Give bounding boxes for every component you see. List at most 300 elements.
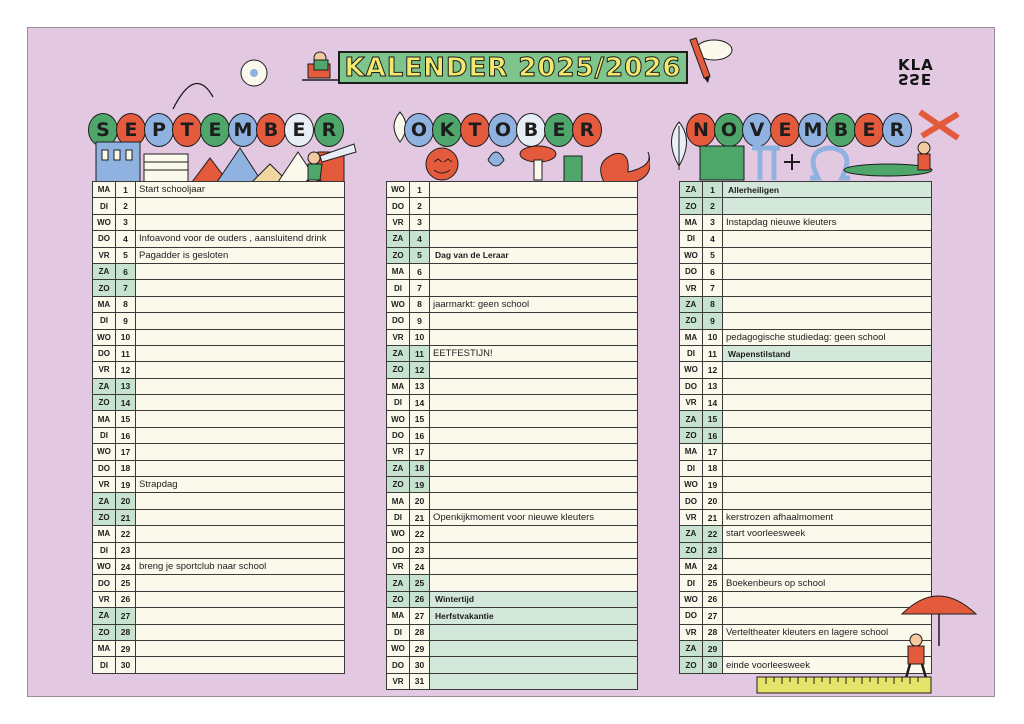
event-cell xyxy=(430,231,638,247)
event-cell: Pagadder is gesloten xyxy=(136,247,345,263)
day-row xyxy=(680,247,932,263)
event-cell xyxy=(430,378,638,394)
month-letter: O xyxy=(488,113,518,147)
event-cell xyxy=(723,493,932,509)
weekday-cell: ZO xyxy=(387,591,410,607)
day-number-cell: 11 xyxy=(703,345,723,361)
event-cell xyxy=(430,427,638,443)
day-number-cell: 13 xyxy=(410,378,430,394)
day-row xyxy=(680,395,932,411)
weekday-cell: DO xyxy=(680,608,703,624)
day-row xyxy=(680,280,932,296)
day-number-cell: 12 xyxy=(703,362,723,378)
day-number-cell: 21 xyxy=(703,509,723,525)
weekday-cell: ZO xyxy=(680,542,703,558)
day-row xyxy=(387,526,638,542)
weekday-cell: DO xyxy=(680,263,703,279)
day-number-cell: 15 xyxy=(116,411,136,427)
month-letter: E xyxy=(200,113,230,147)
day-row xyxy=(387,411,638,427)
weekday-cell: ZA xyxy=(387,231,410,247)
day-row xyxy=(680,477,932,493)
weekday-cell: DO xyxy=(387,427,410,443)
weekday-cell: ZO xyxy=(680,657,703,673)
event-cell xyxy=(723,444,932,460)
weekday-cell: DI xyxy=(680,231,703,247)
weekday-cell: MA xyxy=(387,378,410,394)
klasse-logo xyxy=(898,58,932,86)
event-cell xyxy=(723,427,932,443)
day-row xyxy=(387,493,638,509)
day-row xyxy=(387,477,638,493)
day-number-cell: 8 xyxy=(410,296,430,312)
event-cell xyxy=(136,280,345,296)
day-row xyxy=(680,657,932,673)
event-cell xyxy=(723,198,932,214)
day-row xyxy=(680,378,932,394)
month-letter: K xyxy=(432,113,462,147)
event-cell: start voorleesweek xyxy=(723,526,932,542)
day-row xyxy=(387,444,638,460)
day-row xyxy=(680,214,932,230)
weekday-cell: VR xyxy=(93,362,116,378)
day-row xyxy=(387,296,638,312)
day-row xyxy=(680,444,932,460)
weekday-cell: MA xyxy=(93,296,116,312)
day-number-cell: 9 xyxy=(410,313,430,329)
day-row xyxy=(387,608,638,624)
day-row xyxy=(387,575,638,591)
day-row xyxy=(93,378,345,394)
event-cell xyxy=(723,411,932,427)
day-row xyxy=(93,657,345,673)
day-row xyxy=(93,427,345,443)
day-number-cell: 28 xyxy=(703,624,723,640)
event-cell xyxy=(723,231,932,247)
day-number-cell: 23 xyxy=(703,542,723,558)
weekday-cell: DI xyxy=(93,427,116,443)
event-cell xyxy=(723,296,932,312)
weekday-cell: ZA xyxy=(680,640,703,656)
november-table xyxy=(679,181,932,674)
weekday-cell: DO xyxy=(387,542,410,558)
event-cell xyxy=(136,362,345,378)
day-row xyxy=(93,509,345,525)
event-cell xyxy=(430,657,638,673)
day-number-cell: 15 xyxy=(703,411,723,427)
day-number-cell: 30 xyxy=(410,657,430,673)
event-cell xyxy=(136,345,345,361)
day-row xyxy=(93,493,345,509)
event-cell xyxy=(723,558,932,574)
event-cell xyxy=(430,460,638,476)
day-row xyxy=(93,591,345,607)
weekday-cell: WO xyxy=(93,329,116,345)
day-number-cell: 16 xyxy=(410,427,430,443)
weekday-cell: DO xyxy=(680,493,703,509)
day-row xyxy=(680,263,932,279)
weekday-cell: ZO xyxy=(93,624,116,640)
day-number-cell: 14 xyxy=(410,395,430,411)
day-row xyxy=(680,640,932,656)
weekday-cell: ZA xyxy=(680,526,703,542)
page-title: KALENDER 2025/2026 xyxy=(344,52,682,83)
weekday-cell: MA xyxy=(93,526,116,542)
day-row xyxy=(93,608,345,624)
weekday-cell: MA xyxy=(387,493,410,509)
weekday-cell: DI xyxy=(387,624,410,640)
day-row xyxy=(680,575,932,591)
weekday-cell: DI xyxy=(93,657,116,673)
day-row xyxy=(93,280,345,296)
weekday-cell: ZA xyxy=(387,460,410,476)
weekday-cell: WO xyxy=(680,477,703,493)
weekday-cell: VR xyxy=(387,673,410,689)
weekday-cell: VR xyxy=(387,444,410,460)
event-cell xyxy=(430,411,638,427)
month-letter: E xyxy=(770,113,800,147)
day-row xyxy=(93,313,345,329)
event-cell xyxy=(430,313,638,329)
day-number-cell: 16 xyxy=(703,427,723,443)
math-symbols-icon xyxy=(692,104,962,184)
weekday-cell: WO xyxy=(387,526,410,542)
day-number-cell: 29 xyxy=(410,640,430,656)
event-cell: Start schooljaar xyxy=(136,182,345,198)
day-row xyxy=(680,231,932,247)
weekday-cell: DO xyxy=(387,198,410,214)
weekday-cell: VR xyxy=(93,477,116,493)
day-number-cell: 17 xyxy=(410,444,430,460)
day-row xyxy=(93,558,345,574)
event-cell: Strapdag xyxy=(136,477,345,493)
event-cell xyxy=(136,657,345,673)
weekday-cell: VR xyxy=(93,591,116,607)
day-number-cell: 30 xyxy=(116,657,136,673)
day-number-cell: 7 xyxy=(703,280,723,296)
event-cell xyxy=(430,575,638,591)
september-table xyxy=(92,181,345,674)
weekday-cell: ZO xyxy=(680,313,703,329)
day-row xyxy=(387,263,638,279)
day-number-cell: 20 xyxy=(410,493,430,509)
day-number-cell: 20 xyxy=(116,493,136,509)
weekday-cell: ZO xyxy=(93,509,116,525)
day-number-cell: 4 xyxy=(703,231,723,247)
event-cell xyxy=(430,673,638,689)
event-cell xyxy=(723,247,932,263)
day-row xyxy=(680,329,932,345)
logo-line-1: KLA xyxy=(898,56,934,74)
day-row xyxy=(387,427,638,443)
weekday-cell: DI xyxy=(387,395,410,411)
event-cell xyxy=(136,313,345,329)
day-number-cell: 27 xyxy=(703,608,723,624)
logo-line-2: SSE xyxy=(898,70,933,88)
event-cell xyxy=(723,263,932,279)
weekday-cell: DI xyxy=(93,542,116,558)
weekday-cell: DI xyxy=(93,313,116,329)
day-number-cell: 26 xyxy=(703,591,723,607)
weekday-cell: VR xyxy=(680,395,703,411)
day-row xyxy=(387,247,638,263)
event-cell xyxy=(430,395,638,411)
event-cell xyxy=(430,263,638,279)
day-number-cell: 29 xyxy=(116,640,136,656)
day-number-cell: 6 xyxy=(116,263,136,279)
weekday-cell: DO xyxy=(680,378,703,394)
event-cell xyxy=(430,640,638,656)
day-number-cell: 22 xyxy=(410,526,430,542)
day-number-cell: 22 xyxy=(703,526,723,542)
day-row xyxy=(387,591,638,607)
day-row xyxy=(680,558,932,574)
weekday-cell: ZA xyxy=(93,263,116,279)
day-number-cell: 21 xyxy=(116,509,136,525)
weekday-cell: MA xyxy=(387,608,410,624)
day-row xyxy=(680,624,932,640)
month-letter: R xyxy=(572,113,602,147)
weekday-cell: WO xyxy=(680,362,703,378)
day-number-cell: 26 xyxy=(116,591,136,607)
day-number-cell: 26 xyxy=(410,591,430,607)
event-cell xyxy=(430,182,638,198)
event-cell xyxy=(430,362,638,378)
day-number-cell: 9 xyxy=(703,313,723,329)
event-cell: Herfstvakantie xyxy=(430,608,638,624)
day-number-cell: 9 xyxy=(116,313,136,329)
weekday-cell: ZA xyxy=(93,493,116,509)
event-cell xyxy=(136,591,345,607)
event-cell: Instapdag nieuwe kleuters xyxy=(723,214,932,230)
day-number-cell: 27 xyxy=(116,608,136,624)
day-row xyxy=(93,362,345,378)
event-cell xyxy=(723,542,932,558)
weekday-cell: WO xyxy=(387,411,410,427)
weekday-cell: DI xyxy=(387,509,410,525)
weekday-cell: DO xyxy=(387,313,410,329)
day-number-cell: 10 xyxy=(116,329,136,345)
weekday-cell: ZA xyxy=(387,345,410,361)
day-number-cell: 27 xyxy=(410,608,430,624)
event-cell: breng je sportclub naar school xyxy=(136,558,345,574)
event-cell xyxy=(136,493,345,509)
event-cell: Verteltheater kleuters en lagere school xyxy=(723,624,932,640)
day-number-cell: 31 xyxy=(410,673,430,689)
event-cell xyxy=(430,329,638,345)
month-letter: V xyxy=(742,113,772,147)
day-number-cell: 30 xyxy=(703,657,723,673)
day-number-cell: 10 xyxy=(410,329,430,345)
event-cell xyxy=(430,624,638,640)
weekday-cell: DO xyxy=(93,460,116,476)
day-row xyxy=(93,247,345,263)
day-number-cell: 29 xyxy=(703,640,723,656)
day-row xyxy=(387,558,638,574)
day-row xyxy=(680,198,932,214)
day-row xyxy=(93,575,345,591)
day-number-cell: 17 xyxy=(116,444,136,460)
event-cell xyxy=(430,493,638,509)
event-cell xyxy=(136,395,345,411)
day-number-cell: 28 xyxy=(116,624,136,640)
event-cell xyxy=(723,362,932,378)
event-cell xyxy=(136,329,345,345)
day-number-cell: 25 xyxy=(116,575,136,591)
event-cell xyxy=(136,526,345,542)
day-number-cell: 7 xyxy=(410,280,430,296)
day-number-cell: 2 xyxy=(703,198,723,214)
day-row xyxy=(680,313,932,329)
event-cell xyxy=(430,214,638,230)
weekday-cell: ZA xyxy=(680,411,703,427)
day-row xyxy=(680,427,932,443)
event-cell xyxy=(430,198,638,214)
day-row xyxy=(93,198,345,214)
weekday-cell: WO xyxy=(680,591,703,607)
day-row xyxy=(93,182,345,198)
weekday-cell: ZO xyxy=(680,427,703,443)
day-row xyxy=(680,608,932,624)
day-number-cell: 23 xyxy=(116,542,136,558)
event-cell xyxy=(136,624,345,640)
event-cell: Openkijkmoment voor nieuwe kleuters xyxy=(430,509,638,525)
event-cell: einde voorleesweek xyxy=(723,657,932,673)
reading-figure-icon xyxy=(300,46,340,86)
day-row xyxy=(93,296,345,312)
event-cell xyxy=(430,558,638,574)
weekday-cell: MA xyxy=(93,640,116,656)
day-number-cell: 6 xyxy=(703,263,723,279)
oktober-table xyxy=(386,181,638,690)
day-row xyxy=(680,345,932,361)
month-letter: E xyxy=(854,113,884,147)
day-row xyxy=(387,378,638,394)
event-cell xyxy=(430,526,638,542)
weekday-cell: ZO xyxy=(387,362,410,378)
day-number-cell: 16 xyxy=(116,427,136,443)
weekday-cell: VR xyxy=(680,624,703,640)
month-letter: O xyxy=(714,113,744,147)
weekday-cell: DO xyxy=(93,345,116,361)
day-number-cell: 4 xyxy=(116,231,136,247)
month-letter: R xyxy=(882,113,912,147)
day-number-cell: 6 xyxy=(410,263,430,279)
month-letter: E xyxy=(116,113,146,147)
weekday-cell: WO xyxy=(680,247,703,263)
autumn-scene-icon xyxy=(388,136,650,184)
month-letter: E xyxy=(284,113,314,147)
day-number-cell: 19 xyxy=(410,477,430,493)
ball-arc-icon xyxy=(165,57,270,112)
event-cell xyxy=(723,460,932,476)
event-cell: EETFESTIJN! xyxy=(430,345,638,361)
month-letter: B xyxy=(256,113,286,147)
day-row xyxy=(387,640,638,656)
day-number-cell: 25 xyxy=(703,575,723,591)
day-number-cell: 10 xyxy=(703,329,723,345)
day-number-cell: 4 xyxy=(410,231,430,247)
event-cell xyxy=(430,542,638,558)
day-number-cell: 3 xyxy=(703,214,723,230)
day-row xyxy=(387,362,638,378)
day-row xyxy=(387,624,638,640)
month-letter: M xyxy=(228,113,258,147)
day-number-cell: 14 xyxy=(703,395,723,411)
weekday-cell: ZA xyxy=(93,378,116,394)
day-number-cell: 8 xyxy=(116,296,136,312)
event-cell xyxy=(136,296,345,312)
weekday-cell: WO xyxy=(93,558,116,574)
day-number-cell: 18 xyxy=(116,460,136,476)
day-number-cell: 19 xyxy=(703,477,723,493)
month-letter: M xyxy=(798,113,828,147)
day-row xyxy=(387,214,638,230)
day-row xyxy=(93,263,345,279)
month-letter: O xyxy=(404,113,434,147)
month-letter: P xyxy=(144,113,174,147)
day-number-cell: 12 xyxy=(116,362,136,378)
weekday-cell: WO xyxy=(387,296,410,312)
day-number-cell: 2 xyxy=(116,198,136,214)
day-row xyxy=(93,460,345,476)
weekday-cell: WO xyxy=(387,640,410,656)
event-cell: Dag van de Leraar xyxy=(430,247,638,263)
ruler-icon xyxy=(756,676,932,694)
day-number-cell: 11 xyxy=(116,345,136,361)
weekday-cell: VR xyxy=(387,214,410,230)
day-row xyxy=(387,509,638,525)
day-row xyxy=(93,411,345,427)
weekday-cell: DO xyxy=(93,575,116,591)
day-row xyxy=(387,280,638,296)
weekday-cell: ZA xyxy=(680,182,703,198)
event-cell xyxy=(136,263,345,279)
day-number-cell: 25 xyxy=(410,575,430,591)
event-cell: pedagogische studiedag: geen school xyxy=(723,329,932,345)
weekday-cell: ZO xyxy=(680,198,703,214)
month-letter: R xyxy=(314,113,344,147)
weekday-cell: VR xyxy=(387,558,410,574)
event-cell xyxy=(723,313,932,329)
event-cell xyxy=(136,411,345,427)
event-cell xyxy=(136,608,345,624)
event-cell xyxy=(136,509,345,525)
event-cell: Infoavond voor de ouders , aansluitend drink xyxy=(136,231,345,247)
day-row xyxy=(680,296,932,312)
event-cell: jaarmarkt: geen school xyxy=(430,296,638,312)
month-letter: T xyxy=(460,113,490,147)
day-row xyxy=(387,313,638,329)
event-cell xyxy=(136,542,345,558)
day-number-cell: 3 xyxy=(410,214,430,230)
day-row xyxy=(680,591,932,607)
day-number-cell: 20 xyxy=(703,493,723,509)
day-row xyxy=(680,493,932,509)
day-number-cell: 5 xyxy=(410,247,430,263)
day-row xyxy=(680,362,932,378)
day-row xyxy=(93,214,345,230)
weekday-cell: MA xyxy=(680,329,703,345)
weekday-cell: MA xyxy=(680,558,703,574)
event-cell xyxy=(430,444,638,460)
month-letter: B xyxy=(826,113,856,147)
event-cell xyxy=(136,214,345,230)
day-number-cell: 14 xyxy=(116,395,136,411)
day-row xyxy=(93,345,345,361)
day-number-cell: 22 xyxy=(116,526,136,542)
day-row xyxy=(93,329,345,345)
